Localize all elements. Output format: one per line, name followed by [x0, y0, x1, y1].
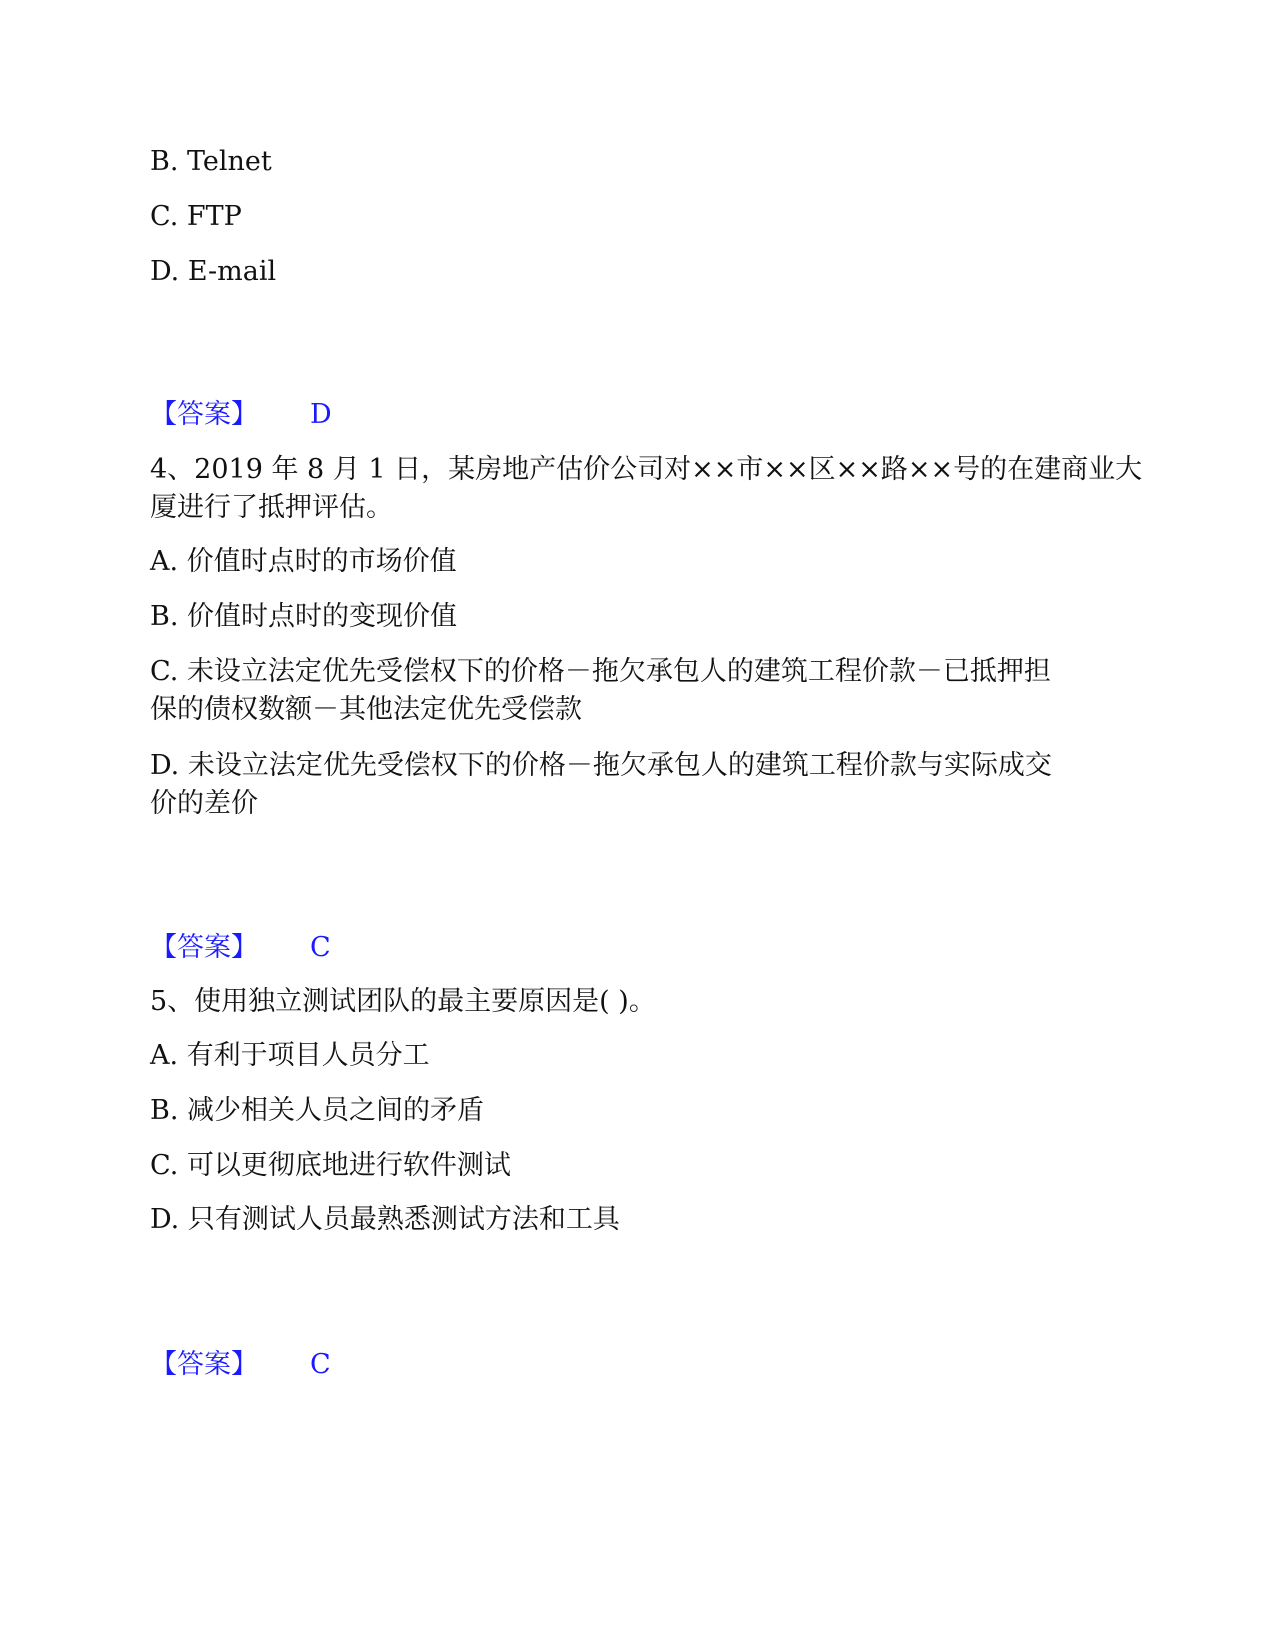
answer-label: 【答案】 [150, 1349, 258, 1380]
q5-option-b: B. 减少相关人员之间的矛盾 [150, 1095, 485, 1126]
q3-option-c: C. FTP [150, 201, 242, 232]
q5-answer [150, 1345, 331, 1385]
answer-value: D [310, 399, 332, 430]
q4-option-a: A. 价值时点时的市场价值 [150, 546, 457, 577]
q5-option-a: A. 有利于项目人员分工 [150, 1040, 430, 1071]
answer-value: C [310, 932, 331, 963]
q4-option-b: B. 价值时点时的变现价值 [150, 601, 458, 632]
q5-option-d: D. 只有测试人员最熟悉测试方法和工具 [150, 1204, 620, 1235]
q3-option-d: D. E-mail [150, 256, 277, 287]
answer-label: 【答案】 [150, 399, 258, 430]
q3-answer [150, 395, 332, 435]
q4-option-c-line1: C. 未设立法定优先受偿权下的价格－拖欠承包人的建筑工程价款－已抵押担 [150, 656, 1051, 687]
q4-stem-line1: 4、2019 年 8 月 1 日，某房地产估价公司对××市××区××路××号的在建商业大 [150, 454, 1143, 485]
q4-option-d-line2: 价的差价 [150, 788, 258, 819]
q3-option-b: B. Telnet [150, 146, 272, 177]
q5-option-c: C. 可以更彻底地进行软件测试 [150, 1150, 511, 1181]
q4-option-c-line2: 保的债权数额－其他法定优先受偿款 [150, 694, 582, 725]
q4-option-d-line1: D. 未设立法定优先受偿权下的价格－拖欠承包人的建筑工程价款与实际成交 [150, 750, 1052, 781]
answer-label: 【答案】 [150, 932, 258, 963]
q5-stem: 5、使用独立测试团队的最主要原因是( )。 [150, 986, 656, 1017]
q4-stem-line2: 厦进行了抵押评估。 [150, 492, 393, 523]
q4-answer [150, 928, 331, 968]
answer-value: C [310, 1349, 331, 1380]
